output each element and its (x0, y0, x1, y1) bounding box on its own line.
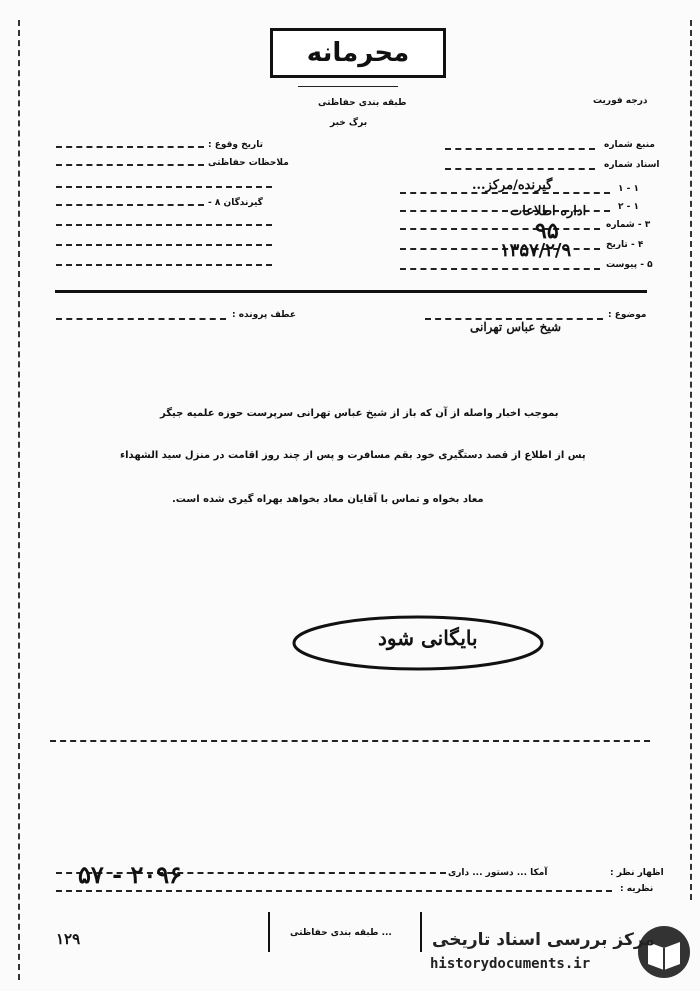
left-line-3 (56, 186, 272, 188)
signature-text: بایگانی شود (378, 626, 478, 650)
left-edge-mark (18, 20, 20, 980)
confidential-stamp: محرمانه (270, 28, 446, 78)
right-field-label-3: ۱ - ۱ (618, 184, 639, 194)
left-line-4 (56, 204, 204, 206)
left-line-6 (56, 244, 272, 246)
right-field-label-1: منبع شماره (604, 140, 655, 150)
classification-box-text: ... طبقه بندی حفاظتی (290, 928, 392, 938)
watermark-url: historydocuments.ir (430, 956, 591, 972)
right-field-label-5: ۳ - شماره (606, 220, 651, 230)
right-field-label-7: ۵ - پیوست (606, 260, 653, 270)
left-field-label-1: تاریخ وقوع : (208, 140, 263, 150)
left-field-label-2: ملاحظات حفاظتی (208, 158, 289, 168)
document-code: ۵۷ - ۲۰۹۶ (78, 860, 183, 889)
form-label: برگ خبر (330, 118, 368, 128)
subject-label: موضوع : (608, 310, 647, 320)
opinion-label: اظهار نظر : (610, 868, 664, 878)
handwritten-number: ۹۵ (535, 218, 559, 244)
right-line-1 (445, 148, 595, 150)
section-divider (55, 290, 647, 293)
body-line-2: پس از اطلاع از قصد دستگیری خود بقم مسافرت و پس از چند روز اقامت در منزل سید الشهداء (120, 450, 586, 461)
right-line-5 (400, 228, 600, 230)
left-line-7 (56, 264, 272, 266)
right-field-label-6: ۴ - تاریخ (606, 240, 644, 250)
class-label: طبقه بندی حفاظتی (318, 98, 407, 108)
view-label: نظریه : (620, 884, 654, 894)
header-divider (298, 86, 398, 87)
right-field-label-4: ۲ - ۱ (618, 202, 639, 212)
view-line (56, 890, 612, 892)
attach-label: عطف پرونده : (232, 310, 296, 320)
handwritten-date: ۱۳۵۷/۲/۹ (500, 240, 572, 261)
handwritten-recipient: گیرنده/مرکز... (472, 178, 553, 193)
body-line-1: بموجب اخبار واصله از آن که باز از شیخ عباس تهرانی سرپرست حوزه علمیه جیگر (160, 408, 559, 419)
attach-line (56, 318, 226, 320)
left-line-1 (56, 146, 204, 148)
handwritten-office: اداره اطلاعات (510, 204, 587, 219)
body-line-3: معاد بخواه و تماس با آقایان معاد بخواهد بهراه گیری شده است. (172, 494, 484, 505)
right-line-2 (445, 168, 595, 170)
subject-value: شیخ عباس تهرانی (470, 320, 562, 334)
degree-label: درجه فوریت (593, 96, 648, 106)
lower-divider (50, 740, 650, 742)
page-number: ۱۲۹ (56, 930, 81, 948)
left-line-2 (56, 164, 204, 166)
left-line-5 (56, 224, 272, 226)
right-edge-mark (690, 20, 692, 900)
right-field-label-2: اسناد شماره (604, 160, 660, 170)
opinion-value: آمکا ... دستور ... داری (448, 868, 548, 878)
right-line-7 (400, 268, 600, 270)
watermark-name: مرکز بررسی اسناد تاریخی (432, 930, 655, 950)
left-field-label-3: گیرندگان ۸ - (208, 198, 263, 208)
